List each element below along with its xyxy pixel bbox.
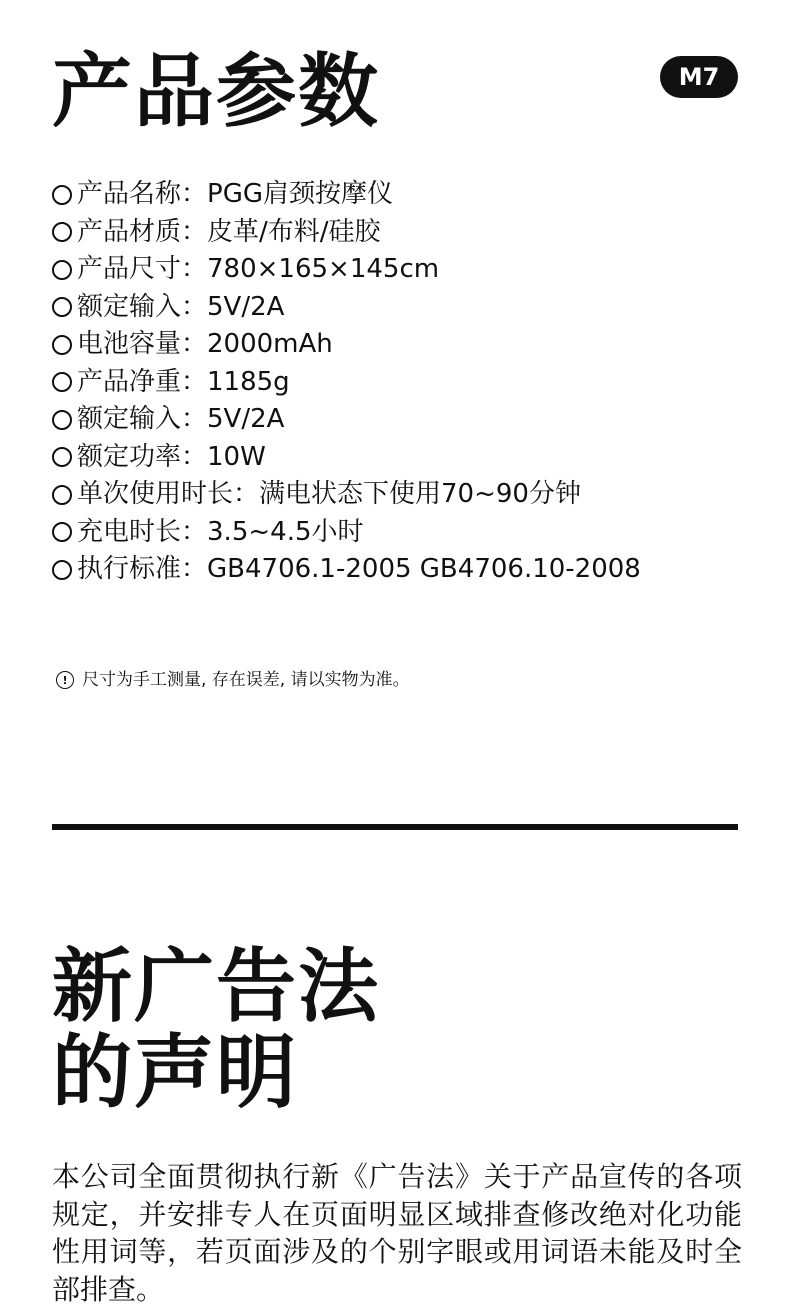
notice-text: 尺寸为手工测量, 存在误差, 请以实物为准。: [82, 670, 410, 690]
section-title: [52, 940, 752, 1119]
spec-value: 3.5~4.5小时: [207, 516, 364, 547]
spec-label: 电池容量：: [77, 329, 208, 359]
spec-value: 满电状态下使用70~90分钟: [259, 479, 581, 509]
spec-row-name: [52, 176, 752, 214]
spec-row-usage-time: [52, 476, 752, 514]
spec-row-input: [52, 289, 752, 327]
spec-label: 产品尺寸：: [77, 254, 208, 284]
spec-value: PGG肩颈按摩仪: [207, 179, 393, 209]
spec-label: 执行标准：: [77, 554, 208, 584]
spec-label: 额定功率：: [77, 441, 208, 472]
circle-bullet-icon: [52, 560, 72, 580]
page-title: 产品参数: [52, 45, 380, 138]
spec-row-input-2: [52, 401, 752, 439]
spec-label: 产品净重：: [77, 366, 208, 397]
info-icon: !: [56, 671, 74, 689]
spec-value: 10W: [207, 441, 266, 472]
spec-row-charge-time: [52, 514, 752, 552]
spec-value: GB4706.1-2005 GB4706.10-2008: [207, 554, 641, 584]
spec-label: 额定输入：: [77, 404, 208, 434]
circle-bullet-icon: [52, 485, 72, 505]
spec-label: 单次使用时长：: [77, 479, 260, 509]
header: [52, 44, 738, 144]
section-divider: [52, 824, 738, 830]
spec-row-material: [52, 214, 752, 252]
spec-row-weight: [52, 364, 752, 402]
spec-row-battery: [52, 326, 752, 364]
section-title-line: 的声明: [52, 1026, 298, 1119]
spec-value: 780×165×145cm: [207, 254, 440, 284]
statement-paragraph: 本公司全面贯彻执行新《广告法》关于产品宣传的各项规定，并安排专人在页面明显区域排查修改绝对化功能性用词等，若页面涉及的个别字眼或用词语未能及时全部排查。: [52, 1160, 742, 1306]
spec-row-standard: [52, 551, 752, 589]
spec-row-power: [52, 439, 752, 477]
circle-bullet-icon: [52, 222, 72, 242]
spec-value: 1185g: [207, 366, 290, 397]
circle-bullet-icon: [52, 335, 72, 355]
spec-label: 产品材质：: [77, 216, 208, 247]
model-badge: M7: [660, 56, 738, 98]
spec-label: 充电时长：: [77, 516, 208, 547]
measurement-notice: [56, 668, 410, 692]
circle-bullet-icon: [52, 522, 72, 542]
circle-bullet-icon: [52, 185, 72, 205]
circle-bullet-icon: [52, 372, 72, 392]
spec-label: 产品名称：: [77, 179, 208, 209]
spec-value: 5V/2A: [207, 291, 285, 322]
spec-list: [52, 176, 752, 589]
circle-bullet-icon: [52, 297, 72, 317]
circle-bullet-icon: [52, 410, 72, 430]
circle-bullet-icon: [52, 447, 72, 467]
spec-value: 5V/2A: [207, 404, 285, 434]
spec-label: 额定输入：: [77, 291, 208, 322]
section-title-line: 新广告法: [52, 940, 380, 1033]
spec-row-size: [52, 251, 752, 289]
spec-value: 皮革/布料/硅胶: [207, 216, 381, 247]
spec-value: 2000mAh: [207, 329, 333, 359]
circle-bullet-icon: [52, 260, 72, 280]
